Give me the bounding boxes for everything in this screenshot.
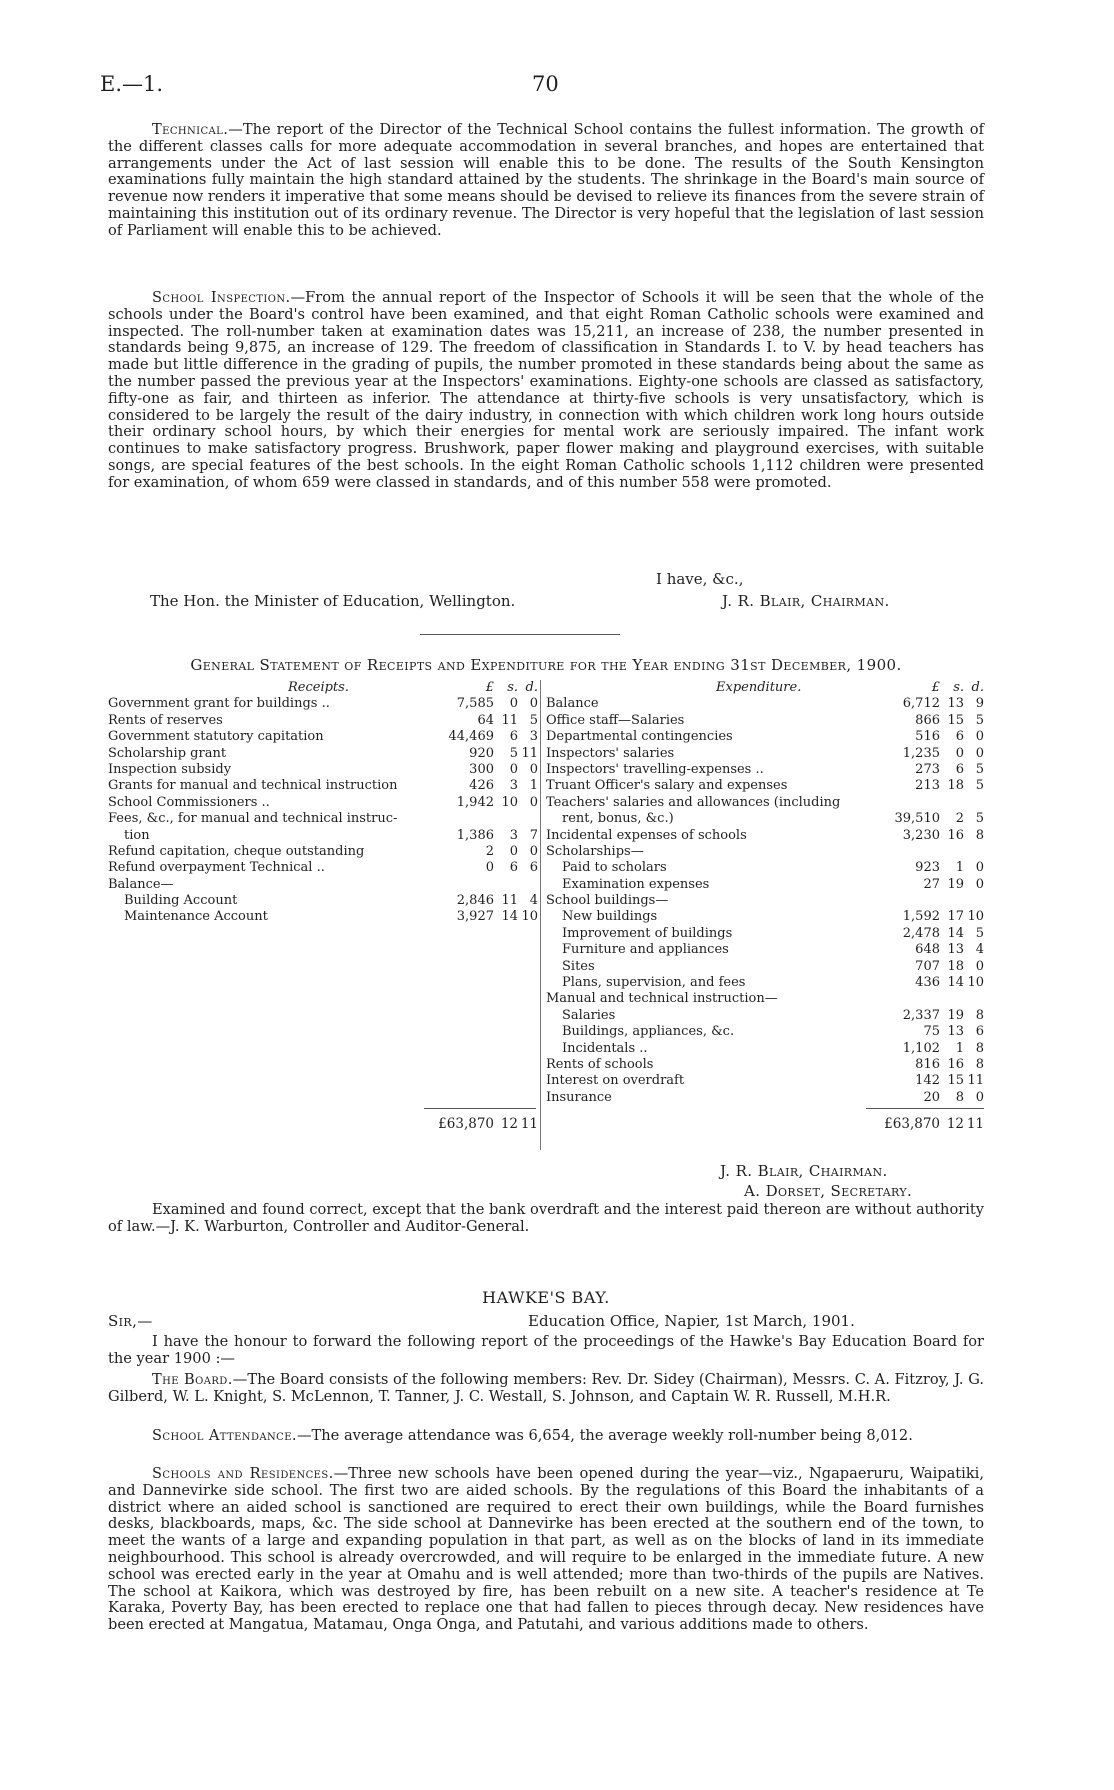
amount-shillings: 15	[947, 712, 964, 728]
row-amount	[878, 762, 984, 778]
section-divider	[420, 634, 620, 635]
amount-shillings: 11	[501, 893, 518, 909]
amount-shillings: 17	[947, 909, 964, 925]
technical-paragraph	[108, 122, 984, 240]
amount-pence: 0	[529, 761, 538, 777]
table-row	[108, 729, 538, 745]
table-row	[546, 746, 984, 762]
table-row	[546, 844, 984, 860]
amount-pounds: 2	[485, 843, 494, 859]
row-label: School Commissioners ..	[108, 794, 270, 810]
row-amount	[878, 975, 984, 991]
pence-header: d.	[971, 680, 984, 695]
amount-pence: 10	[967, 975, 984, 991]
amount-pounds: 3,230	[902, 827, 940, 843]
amount-shillings: 6	[955, 761, 964, 777]
amount-pounds: 426	[469, 778, 494, 794]
amount-pence: 0	[529, 843, 538, 859]
row-label: Refund overpayment Technical ..	[108, 860, 325, 876]
table-row	[546, 713, 984, 729]
amount-pence: 3	[529, 729, 538, 745]
pound-header: £	[931, 680, 940, 695]
row-amount	[432, 811, 538, 827]
table-divider	[540, 680, 541, 1150]
row-label: Refund capitation, cheque outstanding	[108, 843, 365, 859]
row-amount	[878, 991, 984, 1007]
table-row	[546, 975, 984, 991]
row-label: Grants for manual and technical instruction	[108, 778, 398, 794]
row-amount	[878, 1024, 984, 1040]
expenditure-total-shillings: 12	[946, 1116, 964, 1132]
table-row	[546, 893, 984, 909]
amount-shillings: 14	[947, 925, 964, 941]
amount-shillings: 5	[509, 745, 518, 761]
board-heading: The Board.	[152, 1371, 233, 1388]
schools-heading: Schools and Residences.	[152, 1465, 334, 1482]
table-row	[546, 811, 984, 827]
amount-shillings: 0	[509, 843, 518, 859]
amount-pence: 0	[975, 860, 984, 876]
attendance-text: —The average attendance was 6,654, the average weekly roll-number being 8,012.	[296, 1427, 913, 1444]
office-date: Education Office, Napier, 1st March, 1901.	[528, 1312, 855, 1330]
table-row	[546, 860, 984, 876]
page-header	[100, 72, 980, 100]
row-label: Interest on overdraft	[546, 1073, 685, 1089]
row-amount	[432, 893, 538, 909]
table-row	[546, 1024, 984, 1040]
row-amount	[878, 1090, 984, 1106]
table-row	[108, 762, 538, 778]
amount-pence: 0	[975, 729, 984, 745]
amount-pounds: 142	[915, 1073, 940, 1089]
row-label: Government grant for buildings ..	[108, 696, 330, 712]
row-amount	[878, 713, 984, 729]
row-label: rent, bonus, &c.)	[562, 811, 674, 827]
amount-pounds: 75	[923, 1024, 940, 1040]
amount-pounds: 64	[477, 712, 494, 728]
row-amount	[878, 926, 984, 942]
intro-text: I have the honour to forward the following report of the proceedings of the Hawke's Bay Education Board for the year 1900 :—	[108, 1333, 984, 1367]
amount-pounds: 866	[915, 712, 940, 728]
row-amount	[878, 778, 984, 794]
table-row	[108, 828, 538, 844]
row-amount	[878, 942, 984, 958]
amount-shillings: 19	[947, 1007, 964, 1023]
amount-shillings: 0	[509, 761, 518, 777]
row-amount	[878, 860, 984, 876]
table-row	[108, 795, 538, 811]
amount-shillings: 8	[955, 1089, 964, 1105]
amount-pence: 8	[975, 1007, 984, 1023]
amount-pounds: 213	[915, 778, 940, 794]
schools-paragraph	[108, 1466, 984, 1634]
amount-shillings: 3	[509, 827, 518, 843]
amount-pence: 5	[529, 712, 538, 728]
table-row	[546, 1073, 984, 1089]
amount-pounds: 920	[469, 745, 494, 761]
row-amount	[878, 1073, 984, 1089]
receipts-total-rule	[424, 1108, 536, 1109]
row-amount	[878, 877, 984, 893]
table-row	[108, 778, 538, 794]
amount-shillings: 15	[947, 1073, 964, 1089]
expenditure-total-rule	[866, 1108, 984, 1109]
amount-shillings: 6	[955, 729, 964, 745]
row-amount	[878, 844, 984, 860]
table-row	[546, 991, 984, 1007]
row-label: Fees, &c., for manual and technical instruc-	[108, 811, 398, 827]
table-row	[546, 926, 984, 942]
amount-shillings: 2	[955, 811, 964, 827]
row-label: Rents of schools	[546, 1056, 654, 1072]
amount-shillings: 14	[501, 909, 518, 925]
row-label: Examination expenses	[562, 876, 710, 892]
amount-pence: 5	[975, 811, 984, 827]
row-amount	[878, 746, 984, 762]
row-amount	[878, 696, 984, 712]
row-label: Rents of reserves	[108, 712, 223, 728]
statement-caption: General Statement of Receipts and Expenditure for the Year ending 31st December, 1900.	[190, 656, 902, 674]
receipts-total-shillings: 12	[500, 1116, 518, 1132]
table-row	[546, 696, 984, 712]
statement-secretary: A. Dorset, Secretary.	[744, 1182, 913, 1200]
amount-pounds: 2,337	[902, 1007, 940, 1023]
amount-pence: 6	[529, 860, 538, 876]
amount-pence: 4	[529, 893, 538, 909]
table-row	[108, 909, 538, 925]
amount-shillings: 0	[955, 745, 964, 761]
row-label: Departmental contingencies	[546, 729, 733, 745]
amount-pence: 0	[975, 745, 984, 761]
row-amount	[878, 1057, 984, 1073]
row-label: tion	[124, 827, 150, 843]
inspection-text: —From the annual report of the Inspector of Schools it will be seen that the whole of the schools under the Board's control have been examined, and that eight Roman Catholic schools were examined and inspected. The roll-number taken at examination dates was 15,211, an increase of 238, the number presented in standards being 9,875, an increase of 129. The freedom of classification in Standards I. to V. by head teachers has made but little difference in the grading of pupils, the number promoted in these standards being about the same as the number passed the previous year at the Inspectors' examinations. Eighty-one schools are classed as satisfactory, fifty-one as fair, and thirteen as inferior. The attendance at thirty-five schools is very unsatisfactory, which is considered to be largely the result of the dairy industry, in connection with which children work long hours outside their ordinary school hours, by which their energies for mental work are seriously impaired. The infant work continues to make satisfactory progress. Brushwork, paper flower making and playground exercises, with suitable songs, are special features of the best schools. In the eight Roman Catholic schools 1,112 children were presented for examination, of whom 659 were classed in standards, and of this number 558 were promoted.	[108, 289, 984, 491]
table-row	[546, 1057, 984, 1073]
expenditure-total-pounds: £63,870	[884, 1116, 940, 1132]
row-label: Inspection subsidy	[108, 761, 232, 777]
expenditure-total-pence: 11	[966, 1116, 984, 1132]
amount-pence: 10	[967, 909, 984, 925]
row-label: Incidentals ..	[562, 1040, 648, 1056]
closing-addressee: The Hon. the Minister of Education, Wellington.	[150, 592, 516, 610]
salutation: Sir,—	[108, 1312, 153, 1330]
row-label: Inspectors' salaries	[546, 745, 675, 761]
amount-pounds: 648	[915, 942, 940, 958]
amount-shillings: 0	[509, 696, 518, 712]
amount-shillings: 11	[501, 712, 518, 728]
row-label: Building Account	[124, 893, 238, 909]
table-row	[546, 1008, 984, 1024]
row-amount	[432, 762, 538, 778]
amount-pounds: 300	[469, 761, 494, 777]
row-label: Improvement of buildings	[562, 925, 733, 941]
amount-pounds: 1,942	[456, 794, 494, 810]
row-label: Buildings, appliances, &c.	[562, 1024, 735, 1040]
amount-pounds: 27	[923, 876, 940, 892]
row-label: Scholarship grant	[108, 745, 227, 761]
amount-pounds: 436	[915, 975, 940, 991]
amount-pence: 8	[975, 1040, 984, 1056]
amount-shillings: 13	[947, 696, 964, 712]
technical-text: —The report of the Director of the Technical School contains the fullest information. The growth of the different classes calls for more adequate accommodation in several branches, and hopes are entertained that arrangements under the Act of last session will enable this to be done. The results of the South Kensington examinations fully maintain the high standard attained by the students. The shrinkage in the Board's main source of revenue now renders it imperative that some means should be devised to relieve its finances from the severe strain of maintaining this institution out of its ordinary revenue. The Director is very hopeful that the legislation of last session of Parliament will enable this to be achieved.	[108, 121, 984, 239]
amount-shillings: 16	[947, 1056, 964, 1072]
receipts-total-pence: 11	[520, 1116, 538, 1132]
row-label: Balance—	[108, 876, 174, 892]
row-amount	[878, 909, 984, 925]
row-amount	[878, 1008, 984, 1024]
expenditure-column	[546, 680, 984, 1106]
audit-note-text: Examined and found correct, except that the bank overdraft and the interest paid thereon are without authority of law.—J. K. Warburton, Controller and Auditor-General.	[108, 1201, 984, 1235]
table-row	[546, 1090, 984, 1106]
row-label: Truant Officer's salary and expenses	[546, 778, 788, 794]
amount-pence: 0	[529, 794, 538, 810]
amount-pence: 5	[975, 761, 984, 777]
amount-shillings: 1	[955, 1040, 964, 1056]
table-row	[546, 778, 984, 794]
row-amount	[432, 713, 538, 729]
amount-shillings: 18	[947, 958, 964, 974]
amount-pounds: 516	[915, 729, 940, 745]
amount-pounds: 44,469	[448, 729, 494, 745]
statement-chairman: J. R. Blair, Chairman.	[720, 1162, 888, 1180]
row-amount	[878, 729, 984, 745]
row-amount	[432, 696, 538, 712]
row-amount	[432, 746, 538, 762]
row-amount	[432, 778, 538, 794]
amount-shillings: 14	[947, 975, 964, 991]
row-label: School buildings—	[546, 893, 669, 909]
amount-pounds: 1,592	[902, 909, 940, 925]
amount-pence: 0	[529, 696, 538, 712]
row-label: Teachers' salaries and allowances (including	[546, 794, 841, 810]
amount-pence: 11	[521, 745, 538, 761]
pence-header: d.	[525, 680, 538, 695]
amount-pounds: 1,386	[456, 827, 494, 843]
document-reference: E.—1.	[100, 72, 164, 96]
shilling-header: s.	[953, 680, 964, 695]
row-amount	[878, 795, 984, 811]
amount-pounds: 0	[485, 860, 494, 876]
closing-signature: J. R. Blair, Chairman.	[722, 592, 890, 610]
table-row	[546, 909, 984, 925]
amount-pence: 9	[975, 696, 984, 712]
amount-shillings: 16	[947, 827, 964, 843]
table-row	[546, 729, 984, 745]
technical-heading: Technical.	[152, 121, 229, 138]
row-label: Maintenance Account	[124, 909, 268, 925]
row-amount	[878, 811, 984, 827]
receipts-header-row	[108, 680, 538, 696]
amount-pounds: 6,712	[902, 696, 940, 712]
amount-pounds: 20	[923, 1089, 940, 1105]
row-amount	[432, 909, 538, 925]
row-amount	[432, 828, 538, 844]
amount-pence: 8	[975, 1056, 984, 1072]
table-row	[546, 795, 984, 811]
amount-pounds: 7,585	[456, 696, 494, 712]
amount-pence: 1	[529, 778, 538, 794]
row-label: Scholarships—	[546, 843, 644, 859]
row-label: Insurance	[546, 1089, 612, 1105]
hawkes-bay-title: HAWKE'S BAY.	[482, 1288, 610, 1307]
amount-pounds: 816	[915, 1056, 940, 1072]
amount-shillings: 6	[509, 860, 518, 876]
table-row	[546, 1041, 984, 1057]
amount-pounds: 1,102	[902, 1040, 940, 1056]
table-row	[546, 828, 984, 844]
receipts-heading: Receipts.	[288, 680, 349, 695]
table-row	[108, 844, 538, 860]
closing-i-have: I have, &c.,	[656, 570, 744, 588]
amount-pence: 6	[975, 1024, 984, 1040]
expenditure-header-row	[546, 680, 984, 696]
pound-header: £	[485, 680, 494, 695]
row-label: Government statutory capitation	[108, 729, 324, 745]
board-text: —The Board consists of the following members: Rev. Dr. Sidey (Chairman), Messrs. C. A. Fitzroy, J. G. Gilberd, W. L. Knight, S. McLennon, T. Tanner, J. C. Westall, S. Johnson, and Captain W. R. Russell, M.H.R.	[108, 1371, 984, 1405]
amount-pence: 7	[529, 827, 538, 843]
amount-pence: 0	[975, 958, 984, 974]
inspection-paragraph	[108, 290, 984, 492]
hawkes-bay-intro	[108, 1334, 984, 1368]
expenditure-currency-headers	[878, 680, 984, 696]
table-row	[546, 959, 984, 975]
row-label: Incidental expenses of schools	[546, 827, 747, 843]
table-row	[108, 893, 538, 909]
row-amount	[432, 844, 538, 860]
amount-pounds: 707	[915, 958, 940, 974]
row-amount	[878, 828, 984, 844]
row-amount	[878, 959, 984, 975]
amount-pounds: 39,510	[894, 811, 940, 827]
table-row	[108, 860, 538, 876]
board-paragraph	[108, 1372, 984, 1406]
amount-shillings: 6	[509, 729, 518, 745]
amount-shillings: 13	[947, 1024, 964, 1040]
statement-table	[108, 680, 984, 1150]
receipts-column	[108, 680, 538, 926]
amount-shillings: 19	[947, 876, 964, 892]
row-label: Sites	[562, 958, 595, 974]
amount-pence: 5	[975, 925, 984, 941]
amount-shillings: 13	[947, 942, 964, 958]
row-label: Inspectors' travelling-expenses ..	[546, 761, 764, 777]
receipts-total-pounds: £63,870	[438, 1116, 494, 1132]
row-label: New buildings	[562, 909, 658, 925]
amount-pence: 5	[975, 712, 984, 728]
amount-shillings: 3	[509, 778, 518, 794]
amount-pounds: 923	[915, 860, 940, 876]
table-row	[546, 877, 984, 893]
amount-pence: 10	[521, 909, 538, 925]
amount-shillings: 18	[947, 778, 964, 794]
amount-pence: 11	[967, 1073, 984, 1089]
table-row	[546, 762, 984, 778]
amount-shillings: 1	[955, 860, 964, 876]
amount-pence: 0	[975, 1089, 984, 1105]
table-row	[108, 811, 538, 827]
page-number: 70	[532, 72, 559, 96]
audit-note	[108, 1202, 984, 1236]
row-label: Manual and technical instruction—	[546, 991, 778, 1007]
row-label: Plans, supervision, and fees	[562, 975, 746, 991]
table-row	[108, 713, 538, 729]
inspection-heading: School Inspection.	[152, 289, 291, 306]
amount-pounds: 3,927	[456, 909, 494, 925]
table-row	[546, 942, 984, 958]
receipts-currency-headers	[432, 680, 538, 696]
amount-pence: 0	[975, 876, 984, 892]
row-label: Paid to scholars	[562, 860, 667, 876]
row-amount	[878, 1041, 984, 1057]
row-label: Furniture and appliances	[562, 942, 729, 958]
table-row	[108, 746, 538, 762]
row-label: Salaries	[562, 1007, 616, 1023]
table-row	[108, 877, 538, 893]
amount-pence: 8	[975, 827, 984, 843]
row-amount	[432, 877, 538, 893]
amount-pounds: 2,478	[902, 925, 940, 941]
schools-text: —Three new schools have been opened during the year—viz., Ngapaeruru, Waipatiki, and Dannevirke side school. The first two are aided schools. By the regulations of this Board the inhabitants of a district where an aided school is sanctioned are required to erect their own buildings, while the Board furnishes desks, blackboards, maps, &c. The side school at Dannevirke has been erected at the southern end of the town, to meet the wants of a large and expanding population in that part, as well as on the blocks of land in its immediate neighbourhood. This school is already overcrowded, and will require to be enlarged in the immediate future. A new school was erected early in the year at Omahu and is well attended; more than two-thirds of the pupils are Natives. The school at Kaikora, which was destroyed by fire, has been rebuilt on a new site. A teacher's residence at Te Karaka, Poverty Bay, has been erected to replace one that had fallen to pieces through decay. New residences have been erected at Mangatua, Matamau, Onga Onga, and Patutahi, and various additions made to others.	[108, 1465, 984, 1634]
amount-pounds: 273	[915, 761, 940, 777]
row-amount	[432, 860, 538, 876]
attendance-heading: School Attendance.	[152, 1427, 297, 1444]
amount-pounds: 1,235	[902, 745, 940, 761]
row-amount	[432, 729, 538, 745]
amount-pounds: 2,846	[456, 893, 494, 909]
amount-pence: 4	[975, 942, 984, 958]
amount-shillings: 10	[501, 794, 518, 810]
expenditure-heading: Expenditure.	[716, 680, 802, 695]
row-amount	[432, 795, 538, 811]
attendance-paragraph	[108, 1428, 984, 1445]
table-row	[108, 696, 538, 712]
amount-pence: 5	[975, 778, 984, 794]
shilling-header: s.	[507, 680, 518, 695]
row-label: Office staff—Salaries	[546, 712, 685, 728]
row-label: Balance	[546, 696, 599, 712]
row-amount	[878, 893, 984, 909]
